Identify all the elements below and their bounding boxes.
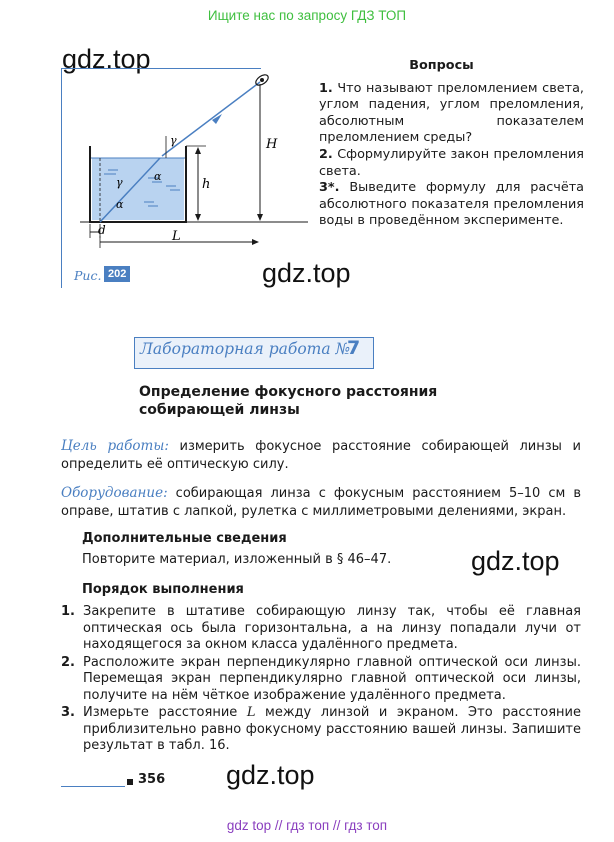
label-h: h [202,177,211,192]
ray-out [162,82,260,156]
equipment-text: собирающая линза с фокусным расстоянием 5–10 см в оправе, штатив с лапкой, рулетка с миллиметровыми делениями, экран. [61,486,581,519]
figure-number-badge: 202 [104,266,130,282]
lab-number: 7 [347,337,361,359]
procedure-item [61,604,581,654]
watermark: gdz.top [226,760,315,790]
label-d: d [98,223,106,237]
page-number: 356 [138,772,166,787]
procedure-text: Расположите экран перпендикулярно главной оптической оси линзы. Перемещая экран перпендикулярно главной оптической оси линзы, получите на нём чёткое изображение удалённого предмета. [83,654,581,703]
watermark: gdz.top [62,44,151,74]
procedure-number: 1. [61,604,75,619]
question-text: Сформулируйте закон преломления света. [319,146,584,179]
procedure-heading: Порядок выполнения [82,582,244,597]
page-marker [127,779,133,785]
label-H: H [266,137,278,152]
equipment-paragraph [61,484,581,521]
goal-label: Цель работы: [61,438,169,454]
question-item [319,180,584,230]
question-text: Что называют преломлением света, углом падения, углом преломления, абсолютным показателем преломлением среды? [319,80,584,146]
procedure-number: 3. [61,705,75,720]
questions-block [319,58,584,230]
extra-text: Повторите материал, изложенный в § 46–47. [82,552,392,567]
procedure-number: 2. [61,654,75,670]
question-number: 2. [319,146,333,162]
question-number: 1. [319,80,333,96]
goal-text: измерить фокусное расстояние собирающей линзы и определить её оптическую силу. [61,439,582,472]
refraction-figure [60,66,318,276]
question-number: 3*. [319,180,340,196]
watermark: gdz.top [262,258,351,288]
label-alpha-water: α [116,198,124,211]
procedure-item [61,705,581,755]
top-banner[interactable]: Ищите нас по запросу ГДЗ ТОП [207,8,407,23]
label-L: L [172,229,181,244]
label-gamma-water: γ [116,176,123,189]
procedure-list [61,604,581,756]
lab-subtitle [139,383,437,419]
label-alpha-right: α [154,170,162,183]
procedure-text-part: между линзой и экраном. Это расстояние приблизительно равно фокусному расстоянию вашей линзы. Запишите результат в табл. 16. [83,705,582,753]
procedure-item [61,655,581,705]
lab-subtitle-line: Определение фокусного расстояния [139,384,438,400]
figure-caption-word: Рис. [74,268,102,283]
procedure-text [83,705,581,755]
procedure-text-part: Измерьте расстояние [83,705,247,720]
watermark: gdz.top [471,546,560,576]
bottom-banner[interactable]: gdz top // гдз топ // гдз топ [226,818,388,833]
footer-rule [61,786,125,787]
questions-heading: Вопросы [409,58,474,73]
extra-heading: Дополнительные сведения [82,531,287,546]
water [92,158,184,220]
lab-subtitle-line: собирающей линзы [139,402,300,418]
procedure-text: Закрепите в штативе собирающую линзу так, чтобы её главная оптическая ось была горизонтальна, а на линзу попадали лучи от находящегося за окном класса удалённого предмета. [83,604,581,652]
question-item [319,81,584,147]
label-gamma-top: γ [170,134,177,147]
goal-paragraph [61,437,581,474]
equipment-label: Оборудование: [61,485,168,501]
question-text: Выведите формулу для расчёта абсолютного показателя преломления воды в проведённом эксперименте. [319,180,584,229]
procedure-math: L [246,705,256,720]
question-item [319,147,584,180]
lab-title: Лабораторная работа № [140,340,351,358]
ray-arrow [212,114,222,124]
